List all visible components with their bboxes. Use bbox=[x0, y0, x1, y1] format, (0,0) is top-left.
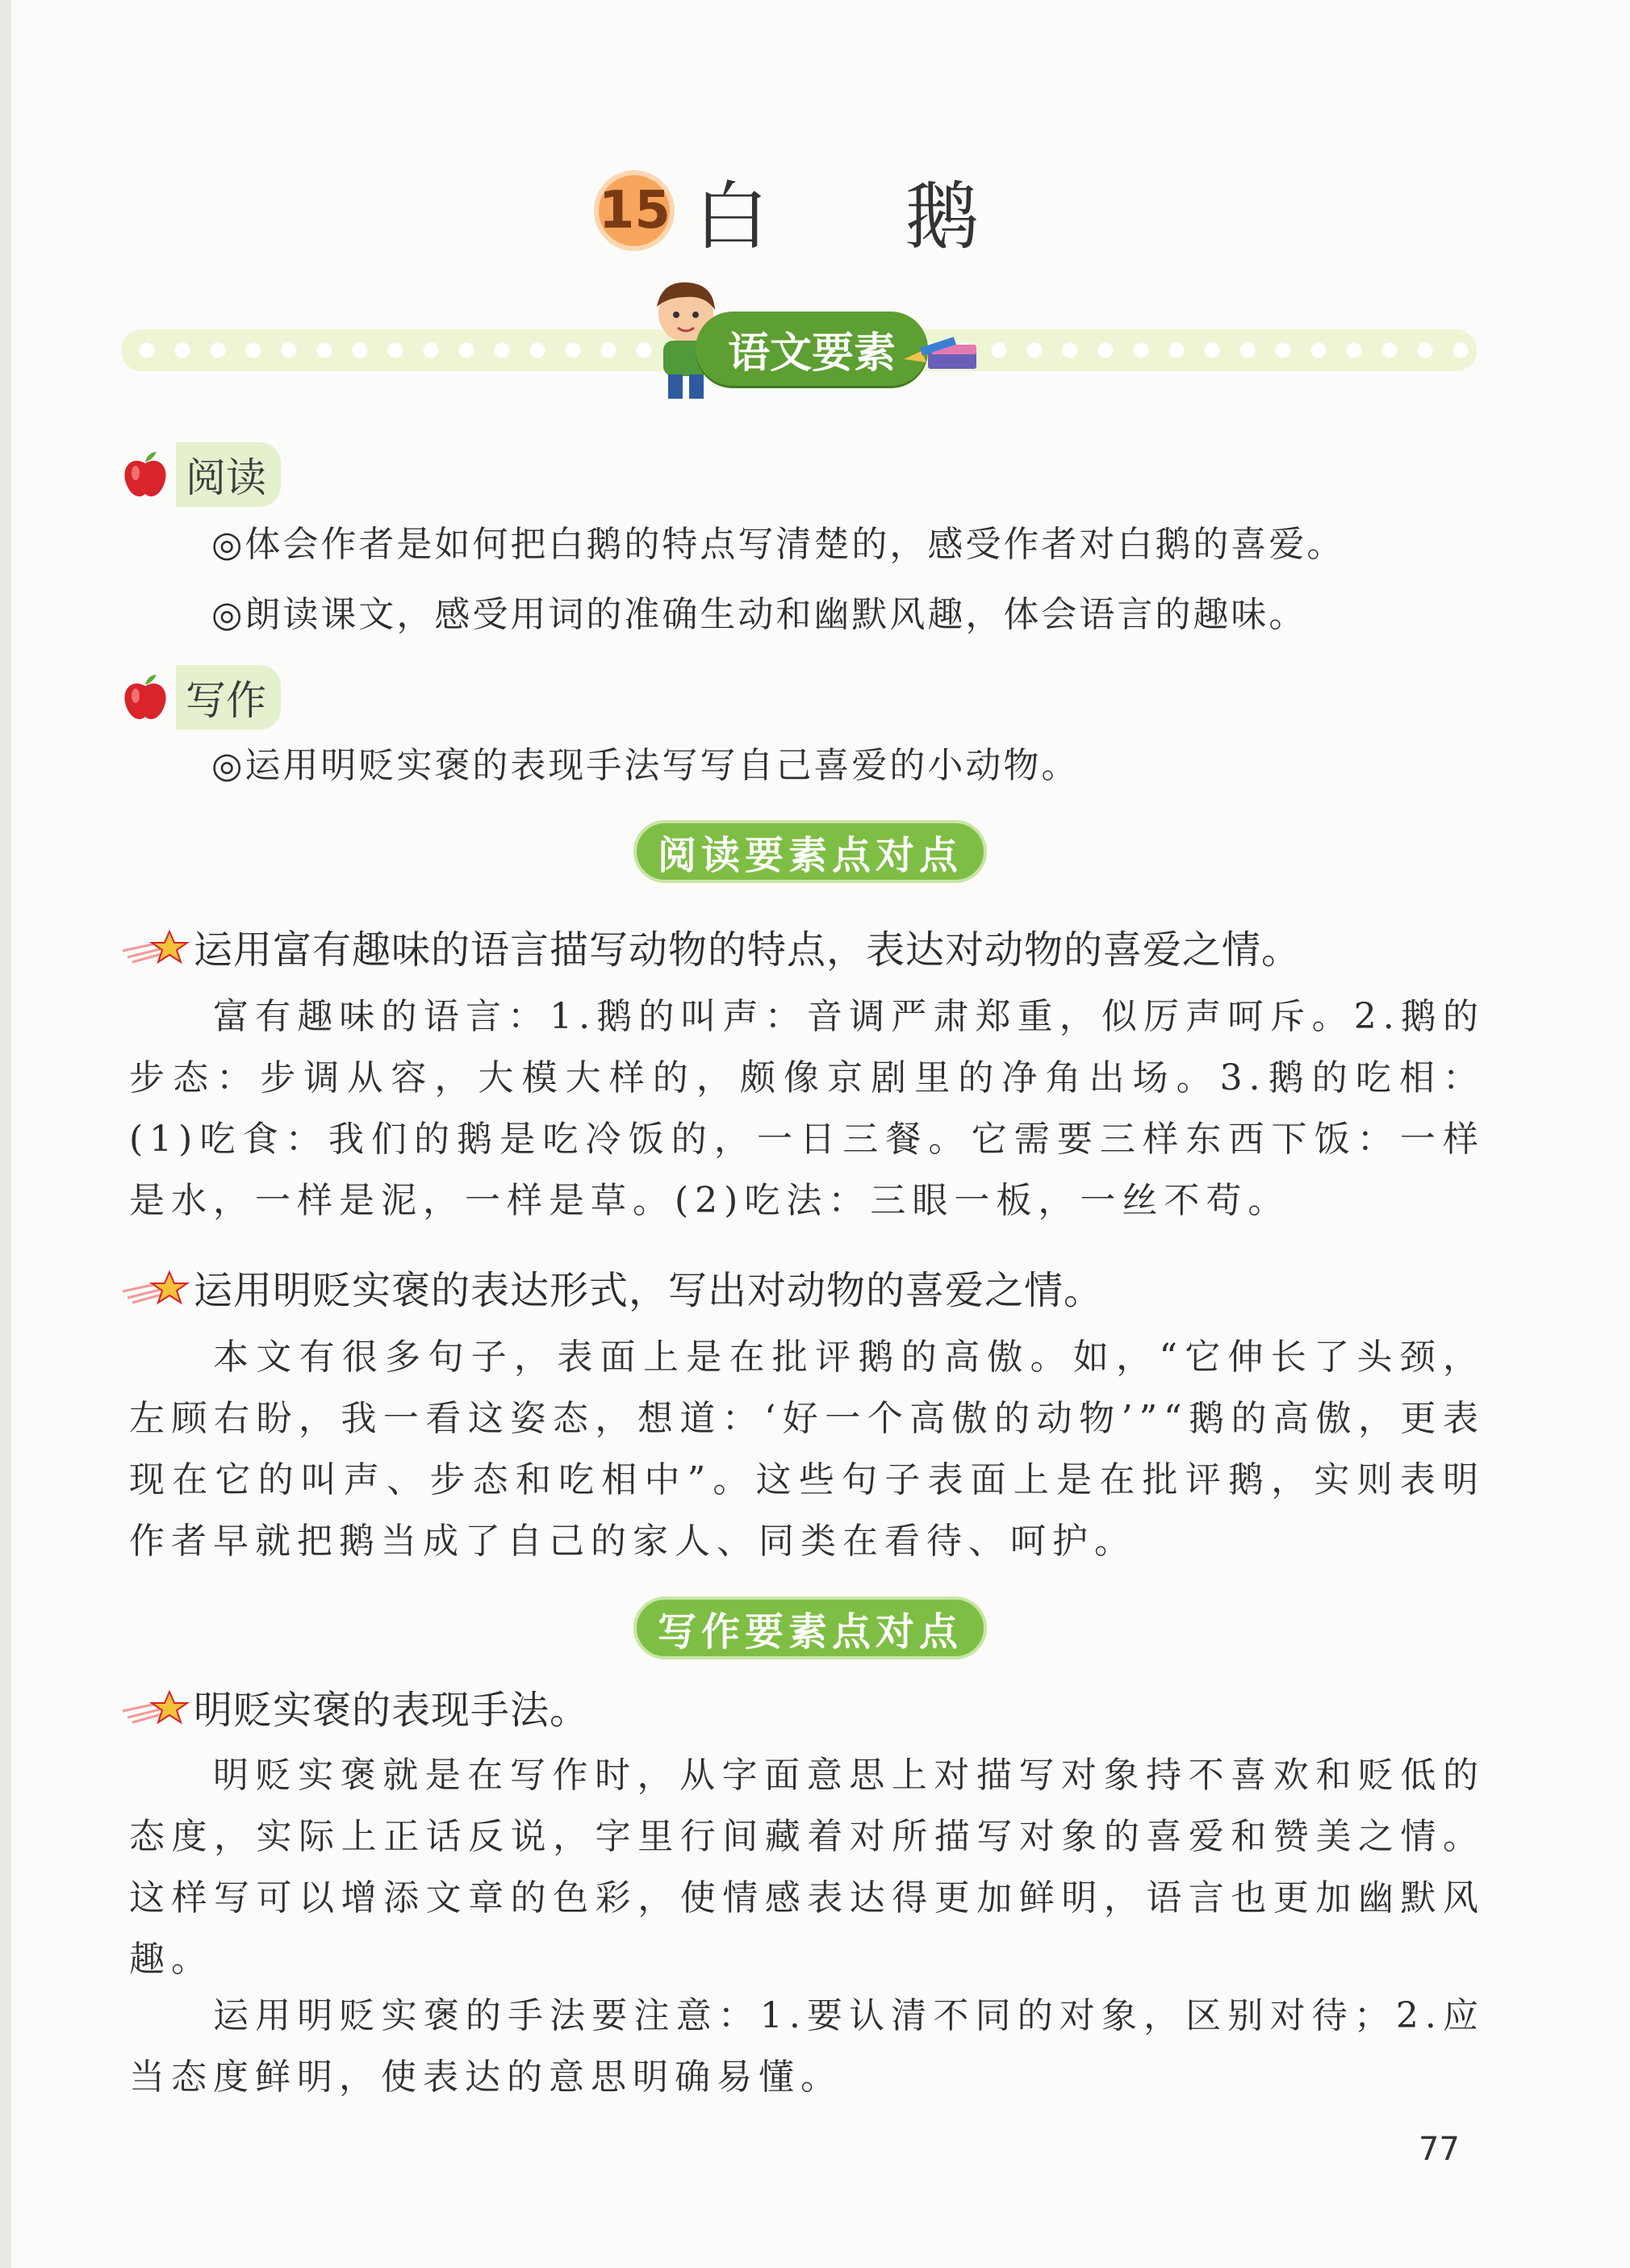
page-number: 77 bbox=[1419, 2131, 1460, 2168]
lesson-title: 白 鹅 bbox=[694, 174, 1036, 260]
section-writing-label: 写作 bbox=[176, 665, 281, 730]
star-icon bbox=[119, 1267, 194, 1308]
star-icon bbox=[119, 1687, 194, 1727]
reading-item-1: ◎体会作者是如何把白鹅的特点写清楚的，感受作者对白鹅的喜爱。 bbox=[211, 524, 1345, 565]
banner-label: 语文要素 bbox=[696, 312, 928, 386]
writing-point-1-title: 明贬实褒的表现手法。 bbox=[194, 1689, 590, 1732]
lesson-header bbox=[0, 157, 1630, 264]
section-reading-label: 阅读 bbox=[176, 442, 281, 507]
reading-point-1-body: 富有趣味的语言：1.鹅的叫声：音调严肃郑重，似厉声呵斥。2.鹅的步态：步调从容，大模大样的，颇像京剧里的净角出场。3.鹅的吃相：(1)吃食：我们的鹅是吃冷饭的，一日三餐。它需要三样东西下饭：一样是水，一样是泥，一样是草。(2)吃法：三眼一板，一丝不苟。 bbox=[129, 996, 1485, 1221]
reading-point-2-title-row bbox=[119, 1259, 1103, 1315]
star-icon bbox=[119, 927, 194, 967]
writing-point-1-body-2: 运用明贬实褒的手法要注意：1.要认清不同的对象，区别对待；2.应当态度鲜明，使表达的意思明确易懂。 bbox=[129, 1995, 1485, 2098]
apple-icon bbox=[119, 449, 171, 500]
reading-point-2-title: 运用明贬实褒的表达形式，写出对动物的喜爱之情。 bbox=[194, 1270, 1104, 1312]
reading-point-1-title: 运用富有趣味的语言描写动物的特点，表达对动物的喜爱之情。 bbox=[194, 929, 1302, 972]
reading-point-2-body: 本文有很多句子，表面上是在批评鹅的高傲。如，“它伸长了头颈，左顾右盼，我一看这姿态，想道：‘好一个高傲的动物’”“鹅的高傲，更表现在它的叫声、步态和吃相中”。这些句子表面上是在批评鹅，实则表明作者早就把鹅当成了自己的家人、同类在看待、呵护。 bbox=[129, 1337, 1485, 1562]
section-writing bbox=[119, 665, 281, 730]
writing-point-1-title-row bbox=[119, 1679, 589, 1734]
reading-points-heading: 阅读要素点对点 bbox=[633, 820, 987, 883]
writing-point-1-body-1: 明贬实褒就是在写作时，从字面意思上对描写对象持不喜欢和贬低的态度，实际上正话反说，字里行间藏着对所描写对象的喜爱和赞美之情。这样写可以增添文章的色彩，使情感表达得更加鲜明，语言也更加幽默风趣。 bbox=[129, 1755, 1485, 1980]
section-reading bbox=[119, 442, 281, 507]
reading-point-1-title-row bbox=[119, 918, 1301, 974]
lesson-number-badge: 15 bbox=[594, 170, 675, 251]
page-edge bbox=[0, 0, 11, 2268]
reading-item-2: ◎朗读课文，感受用词的准确生动和幽默风趣，体会语言的趣味。 bbox=[211, 594, 1307, 635]
apple-icon bbox=[119, 672, 171, 723]
pencil-book-icon bbox=[904, 327, 984, 375]
writing-points-heading: 写作要素点对点 bbox=[633, 1596, 987, 1659]
writing-item-1: ◎运用明贬实褒的表现手法写写自己喜爱的小动物。 bbox=[211, 745, 1080, 786]
